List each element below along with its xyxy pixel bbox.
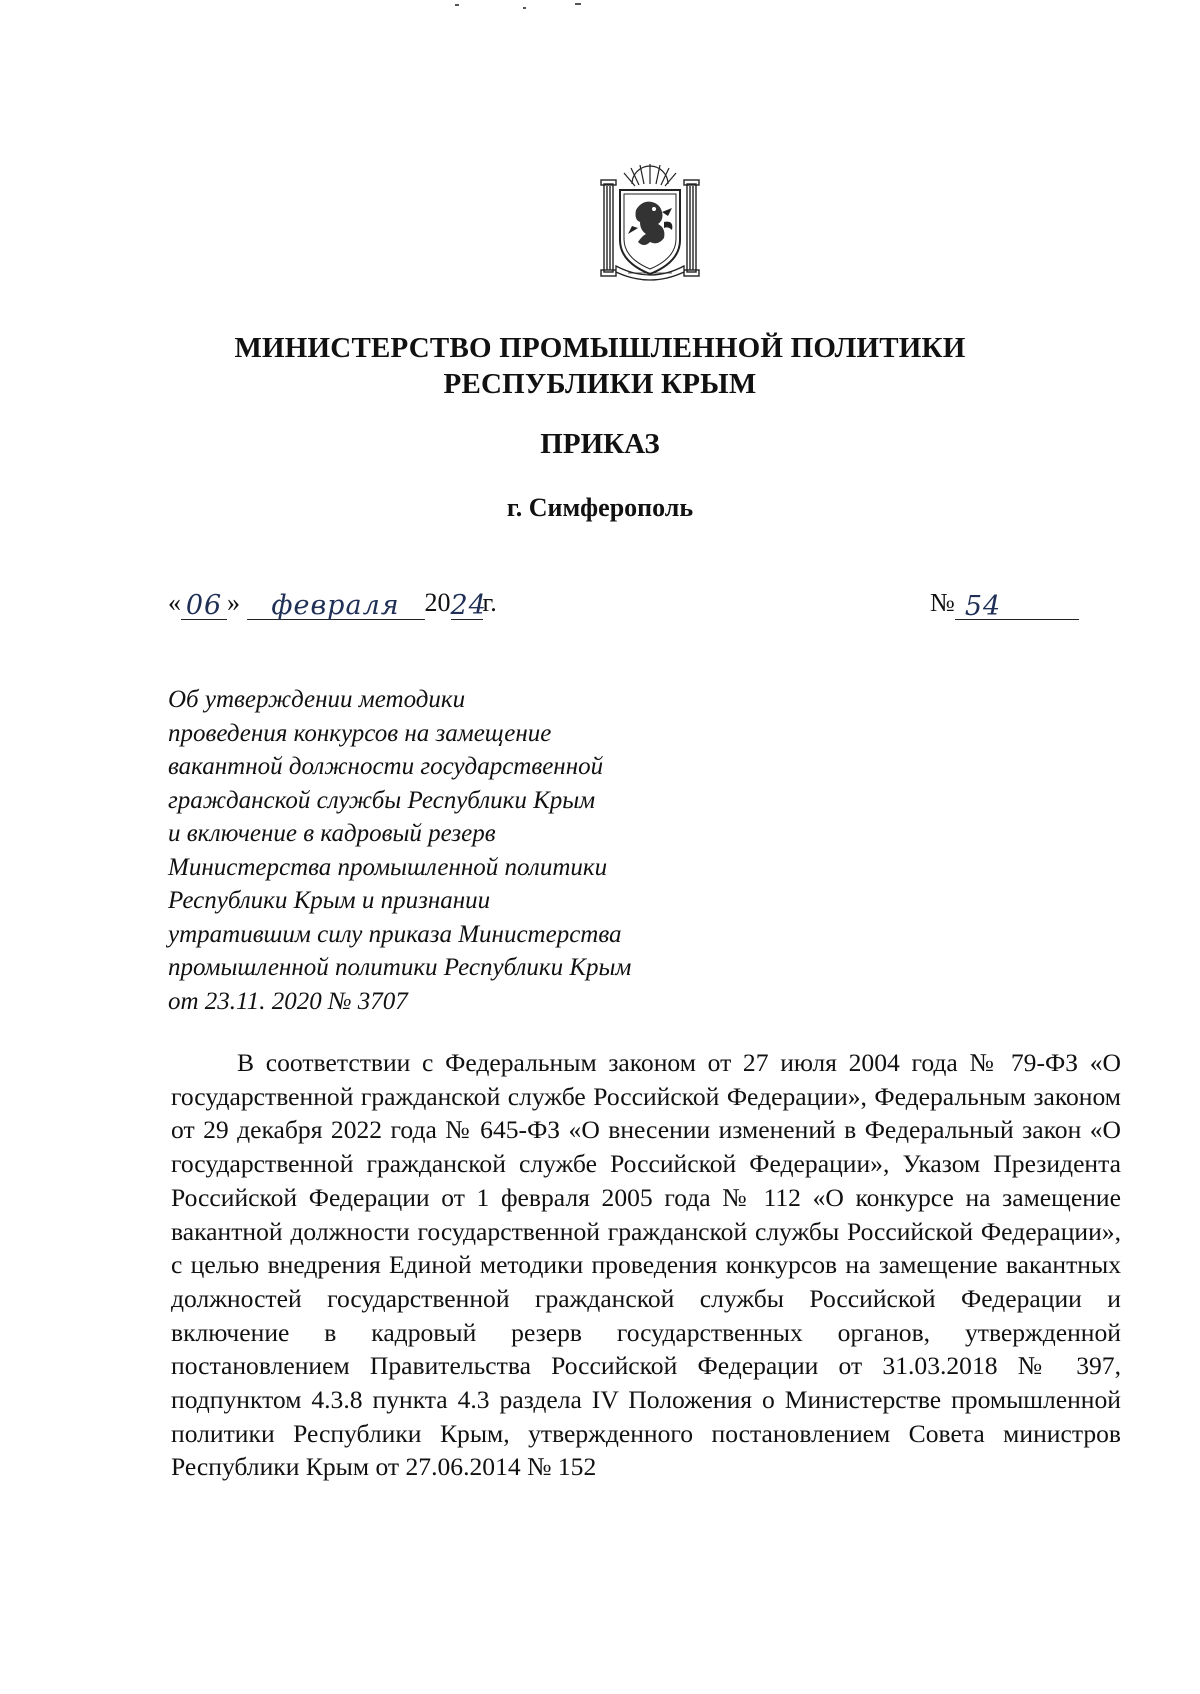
subject-line: проведения конкурсов на замещение [168, 719, 552, 747]
document-subject [168, 683, 788, 1018]
subject-line: гражданской службы Республики Крым [168, 786, 596, 814]
subject-line: утратившим силу приказа Министерства [168, 920, 622, 948]
subject-line: от 23.11. 2020 № 3707 [168, 987, 408, 1015]
date-day-field [181, 589, 227, 620]
ministry-name-line-2: РЕСПУБЛИКИ КРЫМ [443, 368, 757, 400]
date-month: февраля [271, 590, 400, 621]
subject-line: и включение в кадровый резерв [168, 820, 496, 847]
crimea-coat-of-arms-icon [598, 162, 702, 284]
document-body-paragraph: В соответствии с Федеральным законом от 27 июля 2004 года № 79-ФЗ «О государственной гражданской службе Российской Федерации», Федеральным законом от 29 декабря 2022 года № 645-ФЗ «О внесении изменений в Федеральный закон «О государственной гражданской службе Российской Федерации», Указом Президента Российской Федерации от 1 февраля 2005 года № 112 «О конкурсе на замещение вакантной должности государственной гражданской службы Российской Федерации», с целью внедрения Единой методики проведения конкурсов на замещение вакантных должностей государственной гражданской службы Российской Федерации и включение в кадровый резерв государственных органов, утвержденной постановлением Правительства Российской Федерации от 31.03.2018 № 397, подпунктом 4.3.8 пункта 4.3 раздела IV Положения о Министерстве промышленной политики Республики Крым, утвержденного постановлением Совета министров Республики Крым от 27.06.2014 № 152 [171, 1048, 1121, 1482]
subject-line: Республики Крым и признании [168, 887, 491, 914]
ministry-name-line-1: МИНИСТЕРСТВО ПРОМЫШЛЕННОЙ ПОЛИТИКИ [234, 332, 966, 364]
document-city: г. Симферополь [506, 493, 694, 522]
subject-line: вакантной должности государственной [168, 753, 604, 780]
scan-artifacts [455, 0, 605, 12]
subject-line: Об утверждении методики [168, 686, 466, 713]
number-field [955, 590, 1079, 620]
subject-line: Министерства промышленной политики [168, 853, 608, 881]
number-value: 54 [964, 591, 1002, 622]
date-day: 06 [185, 590, 223, 621]
date-year-field [450, 589, 487, 621]
date-close-quote: » [227, 588, 240, 617]
document-date [168, 586, 497, 626]
number-label: № [930, 588, 955, 617]
document-number [930, 586, 1079, 626]
date-year-mark: г. [482, 588, 497, 617]
date-month-field [247, 589, 425, 620]
document-type: ПРИКАЗ [540, 428, 660, 460]
subject-line: промышленной политики Республики Крым [168, 954, 632, 981]
ministry-name [0, 330, 1200, 402]
date-year-prefix: 20 [424, 588, 451, 617]
date-year-suffix: 24 [450, 590, 487, 621]
date-open-quote: « [168, 588, 181, 617]
